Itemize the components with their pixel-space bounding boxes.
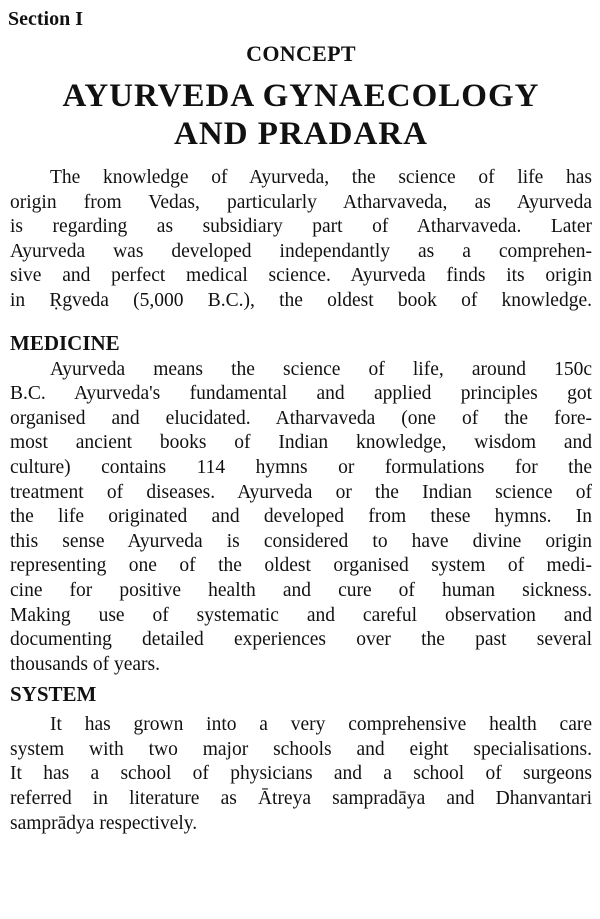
text-line: documenting detailed experiences over the past several bbox=[10, 629, 592, 651]
section-heading-system: SYSTEM bbox=[10, 682, 97, 707]
text-line: Ayurveda means the science of life, around 150c bbox=[50, 358, 592, 380]
title-line: AYURVEDA GYNAECOLOGY bbox=[62, 78, 540, 114]
concept-label: CONCEPT bbox=[246, 41, 356, 66]
medicine-paragraph bbox=[10, 358, 592, 678]
text-line: cine for positive health and cure of human sickness. bbox=[10, 579, 592, 601]
section-label: Section I bbox=[8, 8, 83, 30]
section-heading-medicine: MEDICINE bbox=[10, 330, 120, 355]
text-line: is regarding as subsidiary part of Atharvaveda. Later bbox=[10, 216, 592, 238]
system-paragraph bbox=[10, 713, 592, 836]
text-line: system with two major schools and eight specialisations. bbox=[10, 738, 592, 760]
text-line: It has grown into a very comprehensive health care bbox=[50, 714, 592, 736]
text-line: representing one of the oldest organised system of medi- bbox=[10, 555, 592, 577]
text-line: Making use of systematic and careful observation and bbox=[10, 604, 592, 626]
text-line: It has a school of physicians and a school of surgeons bbox=[10, 763, 592, 785]
text-line: samprādya respectively. bbox=[10, 812, 198, 834]
title-line: AND PRADARA bbox=[174, 116, 428, 152]
text-line: most ancient books of Indian knowledge, wisdom and bbox=[10, 432, 592, 454]
text-line: the life originated and developed from these hymns. In bbox=[10, 506, 592, 528]
intro-paragraph bbox=[10, 166, 592, 314]
text-line: Ayurveda was developed independantly as a comprehen- bbox=[10, 240, 592, 262]
text-line: B.C. Ayurveda's fundamental and applied principles got bbox=[10, 383, 592, 405]
text-line: origin from Vedas, particularly Atharvaveda, as Ayurveda bbox=[10, 191, 592, 213]
text-line: this sense Ayurveda is considered to have divine origin bbox=[10, 530, 592, 552]
text-line: treatment of diseases. Ayurveda or the Indian science of bbox=[10, 481, 592, 503]
text-line: thousands of years. bbox=[10, 653, 161, 675]
page-title bbox=[10, 77, 592, 153]
text-line: sive and perfect medical science. Ayurveda finds its origin bbox=[10, 265, 592, 287]
text-line: The knowledge of Ayurveda, the science of life has bbox=[50, 167, 592, 188]
text-line: referred in literature as Ātreya sampradāya and Dhanvantari bbox=[10, 788, 592, 810]
text-line: organised and elucidated. Atharvaveda (one of the fore- bbox=[10, 407, 592, 429]
text-line: in Ṛgveda (5,000 B.C.), the oldest book of knowledge. bbox=[10, 289, 592, 311]
text-line: culture) contains 114 hymns or formulations for the bbox=[10, 456, 592, 478]
